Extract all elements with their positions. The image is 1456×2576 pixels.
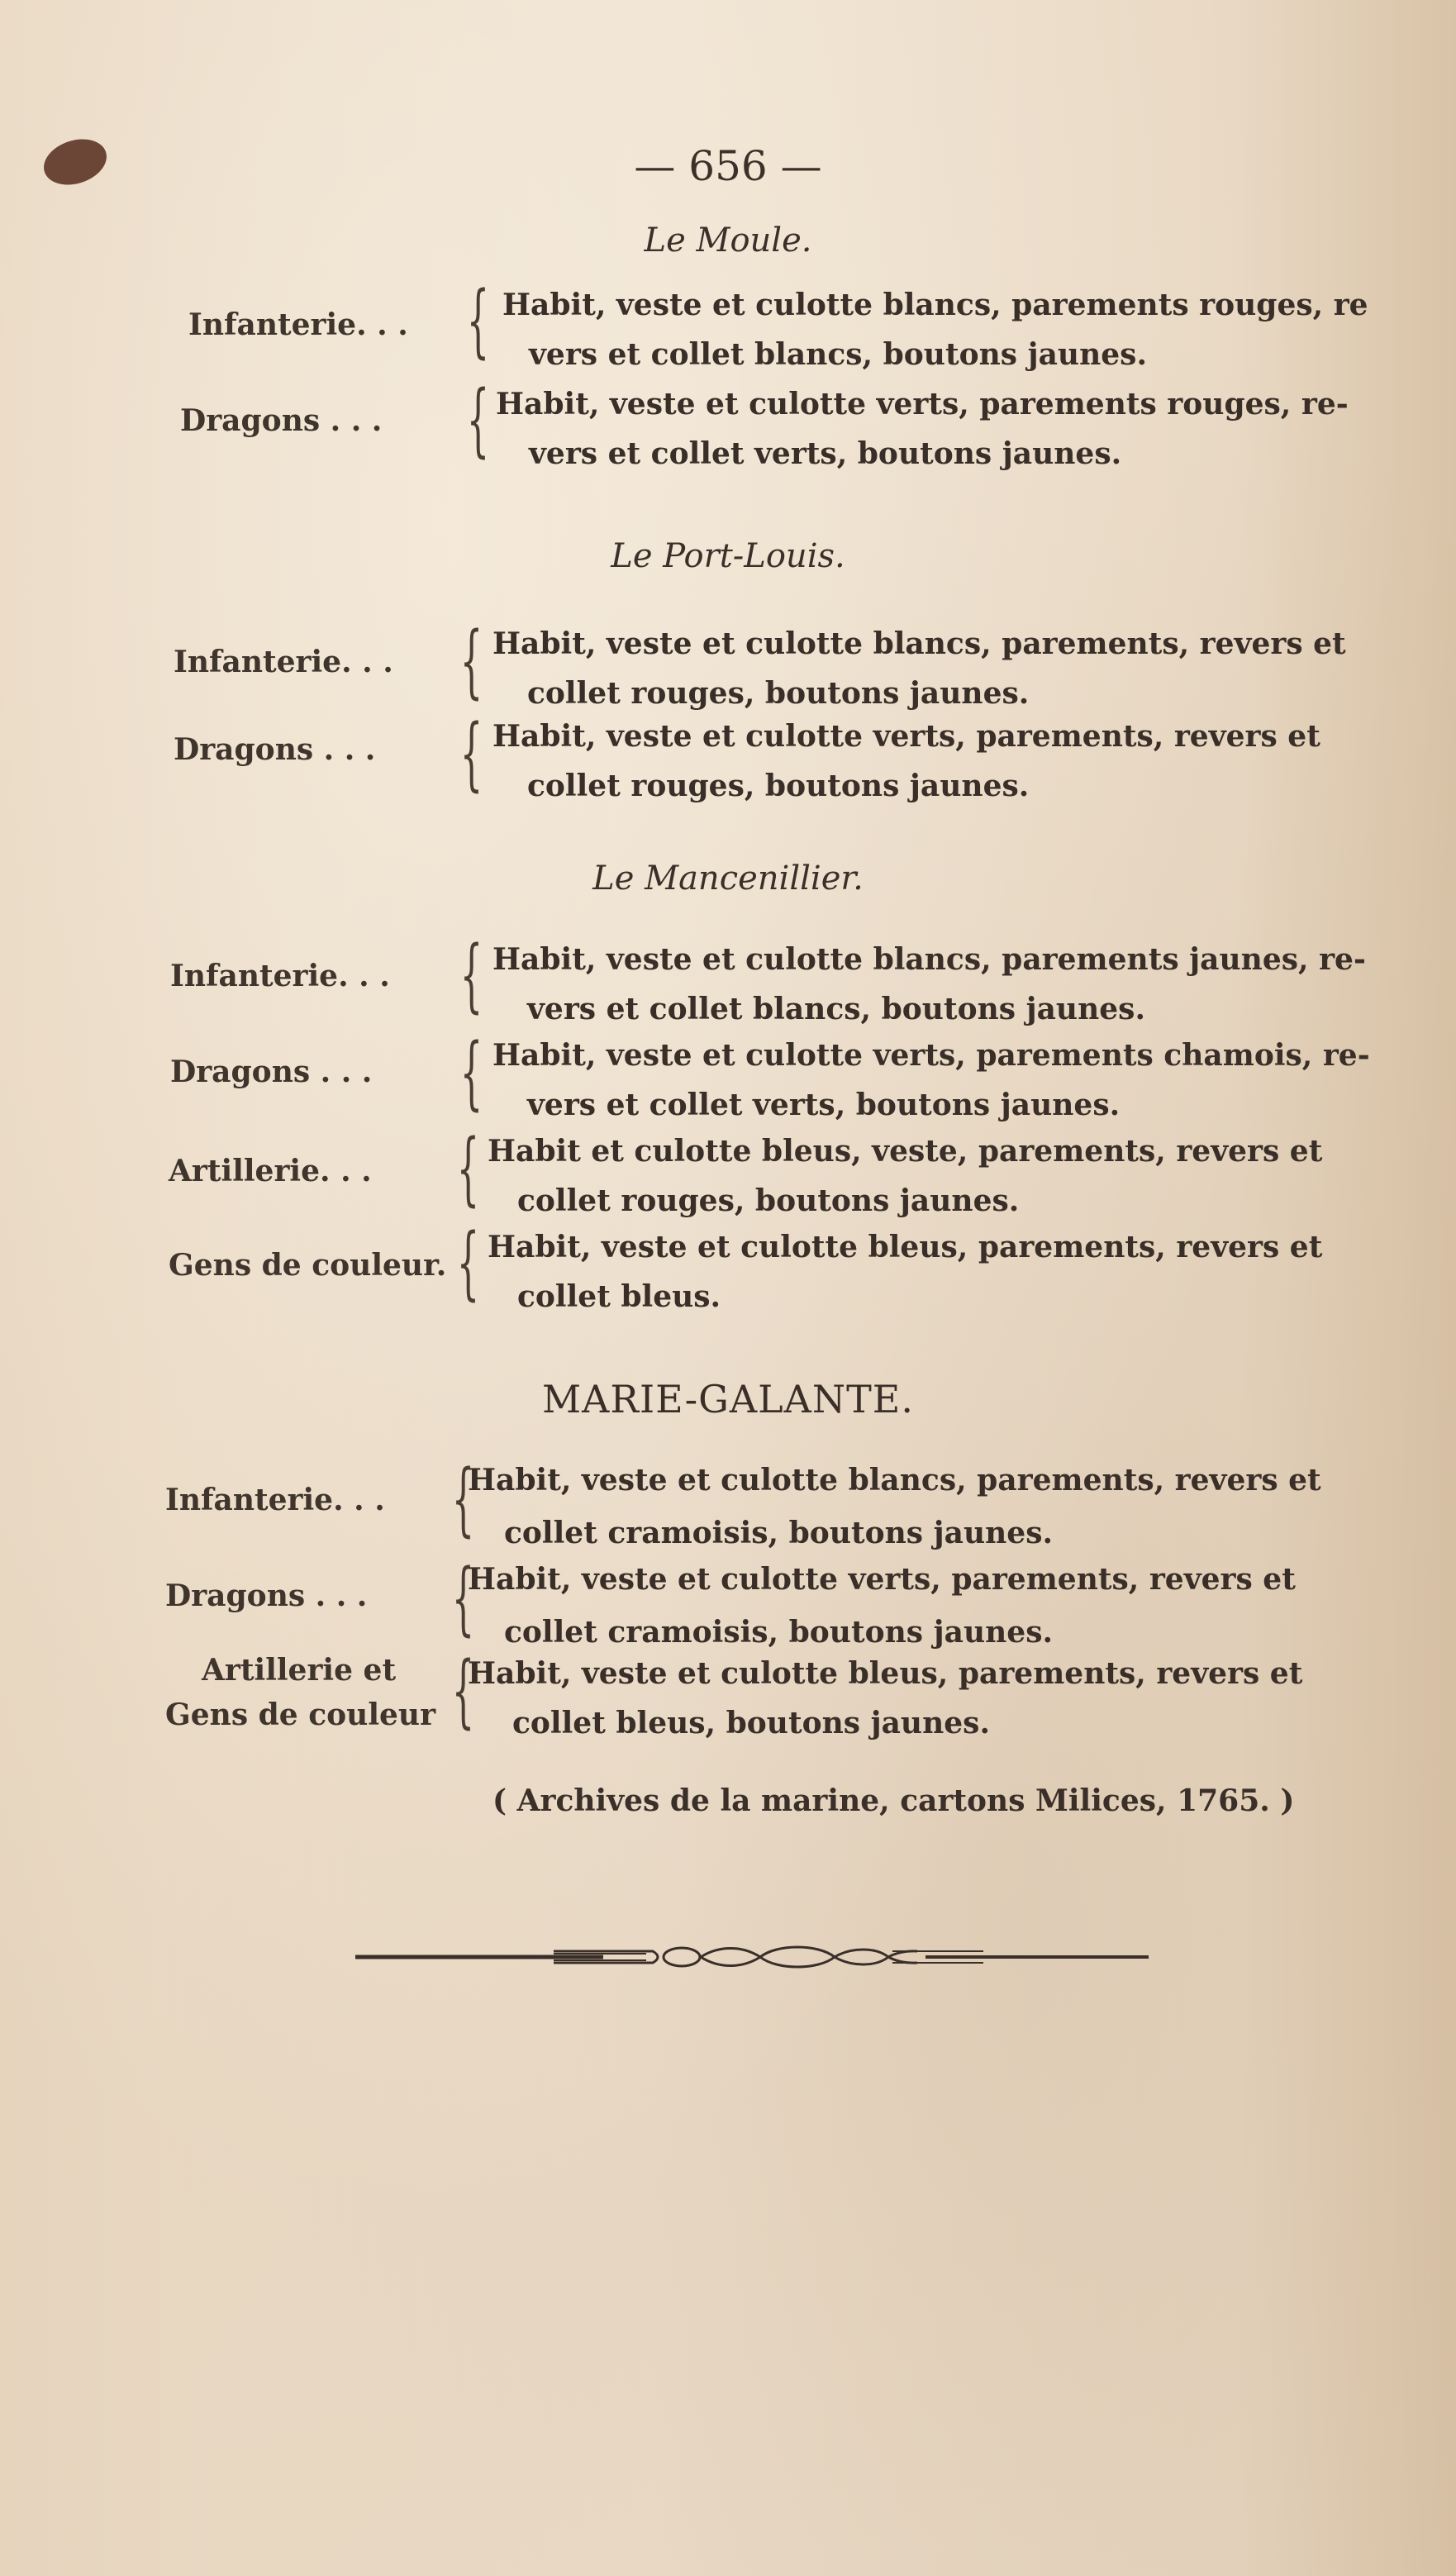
description-line: Habit, veste et culotte verts, parements, revers et xyxy=(492,719,1320,754)
section-heading-le-port-louis: Le Port-Louis. xyxy=(611,537,845,575)
brace: { xyxy=(456,1122,480,1215)
description-line: collet cramoisis, boutons jaunes. xyxy=(504,1615,1053,1650)
description-line: collet rouges, boutons jaunes. xyxy=(517,1183,1020,1218)
brace: { xyxy=(456,1217,480,1309)
brace: { xyxy=(451,1645,475,1737)
description-line: Habit, veste et culotte verts, parements, revers et xyxy=(468,1562,1296,1597)
section-heading-le-moule: Le Moule. xyxy=(644,221,812,260)
entry-label-dragons: Dragons . . . xyxy=(180,403,383,438)
entry-label-artillerie: Artillerie. . . xyxy=(169,1154,372,1188)
brace: { xyxy=(451,1552,475,1645)
entry-label-artillerie-et: Artillerie et xyxy=(202,1653,397,1688)
section-heading-le-mancenillier: Le Mancenillier. xyxy=(592,859,864,898)
description-line: Habit, veste et culotte verts, parements rouges, re- xyxy=(496,387,1349,421)
description-line: vers et collet verts, boutons jaunes. xyxy=(527,1088,1121,1122)
description-line: Habit, veste et culotte blancs, parements rouges, re xyxy=(502,288,1368,322)
description-line: Habit et culotte bleus, veste, parements, revers et xyxy=(488,1134,1323,1169)
archive-citation: ( Archives de la marine, cartons Milices, 1765. ) xyxy=(492,1783,1295,1818)
description-line: vers et collet blancs, boutons jaunes. xyxy=(529,337,1147,372)
description-line: collet rouges, boutons jaunes. xyxy=(527,676,1030,711)
description-line: collet cramoisis, boutons jaunes. xyxy=(504,1516,1053,1550)
brace: { xyxy=(459,615,483,707)
description-line: collet rouges, boutons jaunes. xyxy=(527,769,1030,803)
entry-label-infanterie: Infanterie. . . xyxy=(165,1483,385,1517)
description-line: Habit, veste et culotte verts, parements chamois, re- xyxy=(492,1038,1370,1073)
description-line: Habit, veste et culotte blancs, parements jaunes, re- xyxy=(492,942,1366,977)
description-line: Habit, veste et culotte bleus, parements, revers et xyxy=(488,1230,1323,1264)
entry-label-dragons: Dragons . . . xyxy=(165,1578,368,1613)
brace: { xyxy=(459,707,483,800)
brace: { xyxy=(451,1453,475,1545)
entry-label-gens-de-couleur: Gens de couleur. xyxy=(169,1248,447,1283)
entry-label-infanterie: Infanterie. . . xyxy=(174,645,393,679)
description-line: vers et collet verts, boutons jaunes. xyxy=(529,436,1122,471)
entry-label-infanterie: Infanterie. . . xyxy=(188,307,408,342)
description-line: Habit, veste et culotte blancs, parements, revers et xyxy=(468,1463,1321,1498)
description-line: Habit, veste et culotte blancs, parements, revers et xyxy=(492,626,1346,661)
description-line: vers et collet blancs, boutons jaunes. xyxy=(527,992,1145,1026)
brace: { xyxy=(459,1026,483,1119)
entry-label-dragons: Dragons . . . xyxy=(170,1055,373,1089)
entry-label-gens-de-couleur: Gens de couleur xyxy=(165,1697,436,1732)
brace: { xyxy=(459,929,483,1021)
brace: { xyxy=(466,374,490,466)
description-line: collet bleus. xyxy=(517,1279,721,1314)
entry-label-infanterie: Infanterie. . . xyxy=(170,959,390,993)
description-line: collet bleus, boutons jaunes. xyxy=(512,1706,990,1740)
brace: { xyxy=(466,274,490,367)
description-line: Habit, veste et culotte bleus, parements, revers et xyxy=(468,1656,1303,1691)
ornamental-divider xyxy=(355,1940,1149,1974)
entry-label-dragons: Dragons . . . xyxy=(174,732,376,767)
page-number: — 656 — xyxy=(634,142,822,190)
section-heading-marie-galante: MARIE-GALANTE. xyxy=(542,1377,914,1421)
